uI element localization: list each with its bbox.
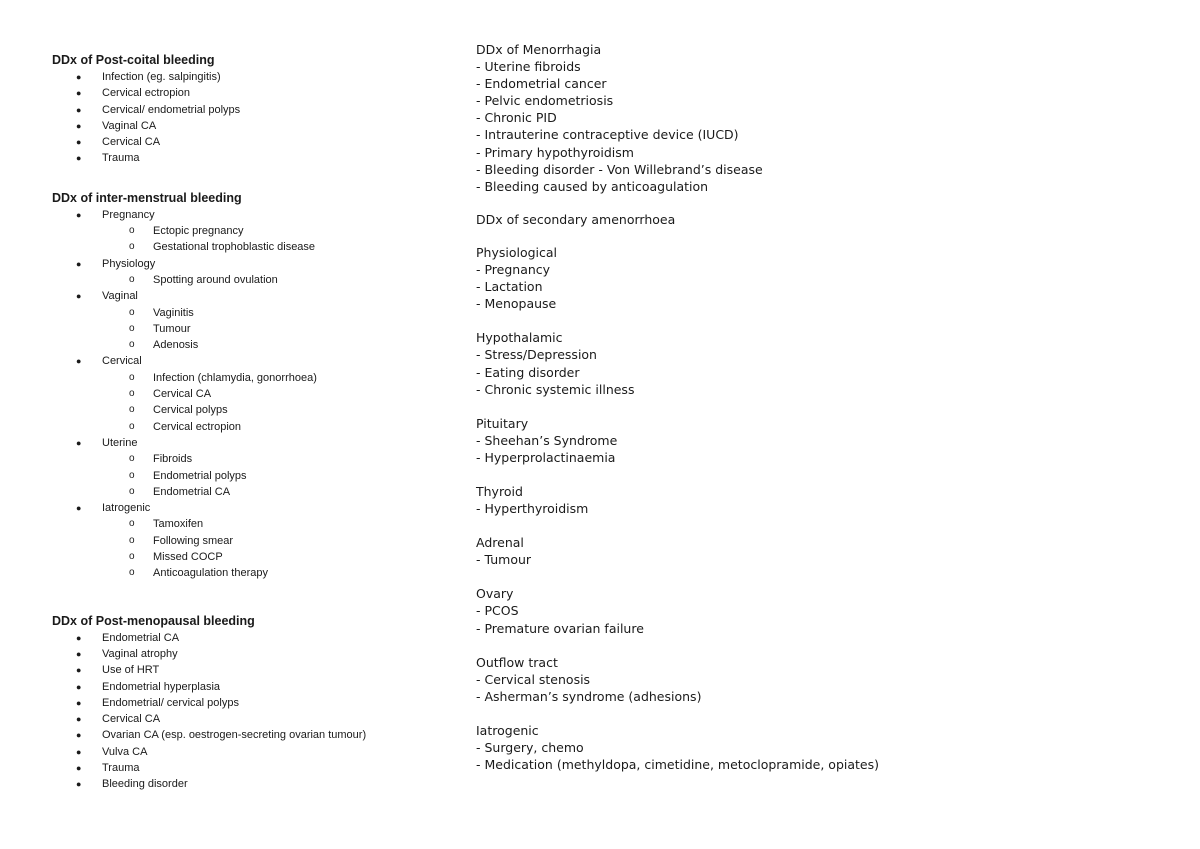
bullet-icon: o bbox=[129, 469, 135, 481]
list-item-text: Bleeding disorder bbox=[102, 778, 188, 791]
list-item bbox=[52, 256, 472, 272]
bullet-icon: ● bbox=[76, 681, 82, 692]
sub-list-item-text: Tamoxifen bbox=[153, 518, 204, 531]
list-item-text: Physiology bbox=[102, 257, 156, 270]
bullet-icon: ● bbox=[76, 209, 82, 220]
sub-list-item bbox=[52, 305, 472, 321]
list-item: - Intrauterine contraceptive device (IUCD) bbox=[476, 127, 739, 143]
list-item: - Hyperthyroidism bbox=[476, 501, 589, 517]
bullet-icon: ● bbox=[76, 503, 82, 514]
list-item bbox=[52, 85, 472, 101]
list-item: - Premature ovarian failure bbox=[476, 620, 644, 636]
sub-list-item-text: Gestational trophoblastic disease bbox=[153, 241, 316, 254]
bullet-icon: o bbox=[129, 306, 135, 318]
amenorrhoea-section bbox=[476, 211, 1176, 773]
list-item: - Hyperprolactinaemia bbox=[476, 449, 616, 465]
list-item bbox=[52, 646, 472, 662]
bullet-icon: ● bbox=[76, 104, 82, 115]
sub-list-item bbox=[52, 565, 472, 581]
sub-list-item-text: Following smear bbox=[153, 534, 234, 547]
list-item bbox=[52, 150, 472, 166]
list-item: - Medication (methyldopa, cimetidine, metoclopramide, opiates) bbox=[476, 757, 879, 773]
sub-list-item bbox=[52, 272, 472, 288]
list-item bbox=[52, 776, 472, 792]
category-group bbox=[476, 483, 1176, 517]
category-group bbox=[476, 329, 1176, 397]
bullet-icon: ● bbox=[76, 291, 82, 302]
bullet-icon: ● bbox=[76, 437, 82, 448]
bullet-icon: o bbox=[129, 551, 135, 563]
sub-list-item-text: Spotting around ovulation bbox=[153, 273, 278, 286]
postmenopausal-section bbox=[52, 613, 472, 793]
bullet-icon: ● bbox=[76, 714, 82, 725]
list-item bbox=[52, 69, 472, 85]
list-item-text: Uterine bbox=[102, 436, 138, 449]
bullet-icon: o bbox=[129, 404, 135, 416]
bullet-icon: ● bbox=[76, 779, 82, 790]
list-item-text: Cervical bbox=[102, 355, 142, 368]
sub-list-item-text: Anticoagulation therapy bbox=[153, 567, 268, 580]
postcoital-list bbox=[52, 69, 472, 167]
bullet-icon: ● bbox=[76, 137, 82, 148]
category-group bbox=[476, 585, 1176, 636]
list-item bbox=[52, 711, 472, 727]
bullet-icon: ● bbox=[76, 697, 82, 708]
amenorrhoea-groups bbox=[476, 244, 1176, 773]
sub-list-item-text: Infection (chlamydia, gonorrhoea) bbox=[153, 371, 317, 384]
bullet-icon: ● bbox=[76, 72, 82, 82]
sub-list-item bbox=[52, 337, 472, 353]
list-item-text: Pregnancy bbox=[102, 208, 155, 221]
postmenopausal-list bbox=[52, 630, 472, 793]
bullet-icon: o bbox=[129, 371, 135, 383]
sub-list-item bbox=[52, 419, 472, 435]
category-group bbox=[476, 722, 1176, 773]
list-item bbox=[52, 760, 472, 776]
list-item bbox=[52, 744, 472, 760]
list-item bbox=[52, 695, 472, 711]
list-item: - Chronic PID bbox=[476, 110, 557, 126]
sub-list-item bbox=[52, 468, 472, 484]
bullet-icon: ● bbox=[76, 648, 82, 659]
category-title: Adrenal bbox=[476, 535, 524, 551]
bullet-icon: ● bbox=[76, 88, 82, 99]
sub-list-item bbox=[52, 386, 472, 402]
list-item: - Cervical stenosis bbox=[476, 671, 591, 687]
list-item: - Eating disorder bbox=[476, 364, 580, 380]
category-title: Outflow tract bbox=[476, 654, 558, 670]
bullet-icon: ● bbox=[76, 120, 82, 131]
sub-list-item-text: Endometrial polyps bbox=[153, 469, 247, 482]
category-title: Ovary bbox=[476, 586, 514, 602]
list-item bbox=[52, 727, 472, 743]
menorrhagia-heading: DDx of Menorrhagia bbox=[476, 42, 602, 57]
category-title: Pituitary bbox=[476, 415, 529, 431]
bullet-icon: o bbox=[129, 273, 135, 285]
bullet-icon: ● bbox=[76, 356, 82, 367]
list-item-text: Cervical CA bbox=[102, 713, 161, 726]
list-item-text: Cervical CA bbox=[102, 136, 161, 149]
list-item-text: Cervical ectropion bbox=[102, 87, 191, 100]
postcoital-heading: DDx of Post-coital bleeding bbox=[52, 53, 215, 67]
list-item bbox=[52, 500, 472, 516]
list-item: - Chronic systemic illness bbox=[476, 381, 635, 397]
sub-list-item-text: Cervical ectropion bbox=[153, 420, 242, 433]
list-item: - Tumour bbox=[476, 552, 532, 568]
sub-list-item bbox=[52, 402, 472, 418]
intermenstrual-section bbox=[52, 190, 472, 582]
bullet-icon: ● bbox=[76, 632, 82, 643]
list-item: - Bleeding disorder - Von Willebrand’s disease bbox=[476, 161, 763, 177]
intermenstrual-heading: DDx of inter-menstrual bleeding bbox=[52, 190, 242, 205]
sub-list-item bbox=[52, 533, 472, 549]
list-item: - Uterine fibroids bbox=[476, 59, 581, 75]
list-item-text: Ovarian CA (esp. oestrogen-secreting ovarian tumour) bbox=[102, 729, 367, 742]
list-item: - Endometrial cancer bbox=[476, 76, 607, 92]
list-item-text: Iatrogenic bbox=[102, 502, 151, 515]
menorrhagia-section bbox=[476, 41, 1176, 195]
right-column bbox=[476, 41, 1176, 773]
list-item bbox=[52, 207, 472, 223]
list-item-text: Vaginal CA bbox=[102, 119, 157, 132]
list-item: - Menopause bbox=[476, 296, 557, 312]
sub-list-item bbox=[52, 484, 472, 500]
list-item-text: Infection (eg. salpingitis) bbox=[102, 71, 221, 83]
category-title: Iatrogenic bbox=[476, 722, 539, 738]
list-item: - Primary hypothyroidism bbox=[476, 144, 634, 160]
sub-list-item-text: Vaginitis bbox=[153, 306, 194, 319]
list-item-text: Vulva CA bbox=[102, 745, 148, 758]
category-title: Thyroid bbox=[476, 483, 523, 499]
sub-list-item bbox=[52, 321, 472, 337]
bullet-icon: o bbox=[129, 453, 135, 465]
list-item: - Bleeding caused by anticoagulation bbox=[476, 178, 709, 194]
list-item: - Sheehan’s Syndrome bbox=[476, 432, 618, 448]
bullet-icon: o bbox=[129, 388, 135, 400]
bullet-icon: ● bbox=[76, 746, 82, 757]
sub-list-item-text: Cervical polyps bbox=[153, 404, 228, 417]
list-item bbox=[52, 353, 472, 369]
intermenstrual-list bbox=[52, 207, 472, 582]
list-item bbox=[52, 679, 472, 695]
list-item: - PCOS bbox=[476, 603, 519, 619]
bullet-icon: o bbox=[129, 420, 135, 432]
category-title: Hypothalamic bbox=[476, 330, 563, 346]
bullet-icon: o bbox=[129, 322, 135, 334]
bullet-icon: ● bbox=[76, 665, 82, 676]
sub-list-item-text: Tumour bbox=[153, 322, 191, 335]
bullet-icon: o bbox=[129, 485, 135, 497]
bullet-icon: o bbox=[129, 534, 135, 546]
list-item-text: Cervical/ endometrial polyps bbox=[102, 103, 241, 116]
left-column bbox=[52, 52, 472, 793]
list-item: - Pelvic endometriosis bbox=[476, 93, 614, 109]
bullet-icon: o bbox=[129, 241, 135, 253]
list-item-text: Use of HRT bbox=[102, 664, 160, 677]
list-item bbox=[52, 630, 472, 646]
sub-list-item bbox=[52, 223, 472, 239]
list-item-text: Endometrial hyperplasia bbox=[102, 680, 221, 693]
category-title: Physiological bbox=[476, 244, 558, 260]
menorrhagia-list bbox=[476, 58, 1176, 195]
list-item-text: Endometrial CA bbox=[102, 631, 180, 644]
list-item: - Lactation bbox=[476, 279, 543, 295]
bullet-icon: o bbox=[129, 339, 135, 351]
sub-list-item-text: Missed COCP bbox=[153, 551, 223, 564]
list-item bbox=[52, 435, 472, 451]
bullet-icon: ● bbox=[76, 258, 82, 269]
list-item: - Surgery, chemo bbox=[476, 740, 584, 755]
list-item-text: Vaginal bbox=[102, 290, 138, 303]
list-item bbox=[52, 118, 472, 134]
bullet-icon: ● bbox=[76, 762, 82, 773]
amenorrhoea-heading: DDx of secondary amenorrhoea bbox=[476, 211, 676, 227]
sub-list-item bbox=[52, 451, 472, 467]
sub-list-item bbox=[52, 370, 472, 386]
postcoital-section bbox=[52, 52, 472, 167]
list-item bbox=[52, 662, 472, 678]
bullet-icon: o bbox=[129, 225, 135, 237]
list-item: - Pregnancy bbox=[476, 262, 551, 278]
sub-list-item-text: Endometrial CA bbox=[153, 485, 231, 498]
list-item-text: Endometrial/ cervical polyps bbox=[102, 696, 239, 709]
sub-list-item-text: Fibroids bbox=[153, 453, 193, 466]
list-item: - Asherman’s syndrome (adhesions) bbox=[476, 688, 702, 704]
list-item-text: Vaginal atrophy bbox=[102, 647, 178, 660]
postmenopausal-heading: DDx of Post-menopausal bleeding bbox=[52, 613, 255, 628]
sub-list-item bbox=[52, 239, 472, 255]
bullet-icon: o bbox=[129, 518, 135, 530]
category-group bbox=[476, 415, 1176, 466]
list-item-text: Trauma bbox=[102, 152, 140, 165]
category-group bbox=[476, 244, 1176, 312]
list-item bbox=[52, 288, 472, 304]
bullet-icon: ● bbox=[76, 153, 82, 164]
sub-list-item bbox=[52, 516, 472, 532]
list-item bbox=[52, 134, 472, 150]
list-item: - Stress/Depression bbox=[476, 347, 597, 363]
category-group bbox=[476, 654, 1176, 705]
category-group bbox=[476, 534, 1176, 568]
bullet-icon: ● bbox=[76, 730, 82, 741]
sub-list-item bbox=[52, 549, 472, 565]
list-item bbox=[52, 102, 472, 118]
list-item-text: Trauma bbox=[102, 761, 140, 774]
sub-list-item-text: Adenosis bbox=[153, 339, 199, 352]
sub-list-item-text: Cervical CA bbox=[153, 388, 212, 401]
sub-list-item-text: Ectopic pregnancy bbox=[153, 225, 244, 238]
bullet-icon: o bbox=[129, 567, 135, 579]
